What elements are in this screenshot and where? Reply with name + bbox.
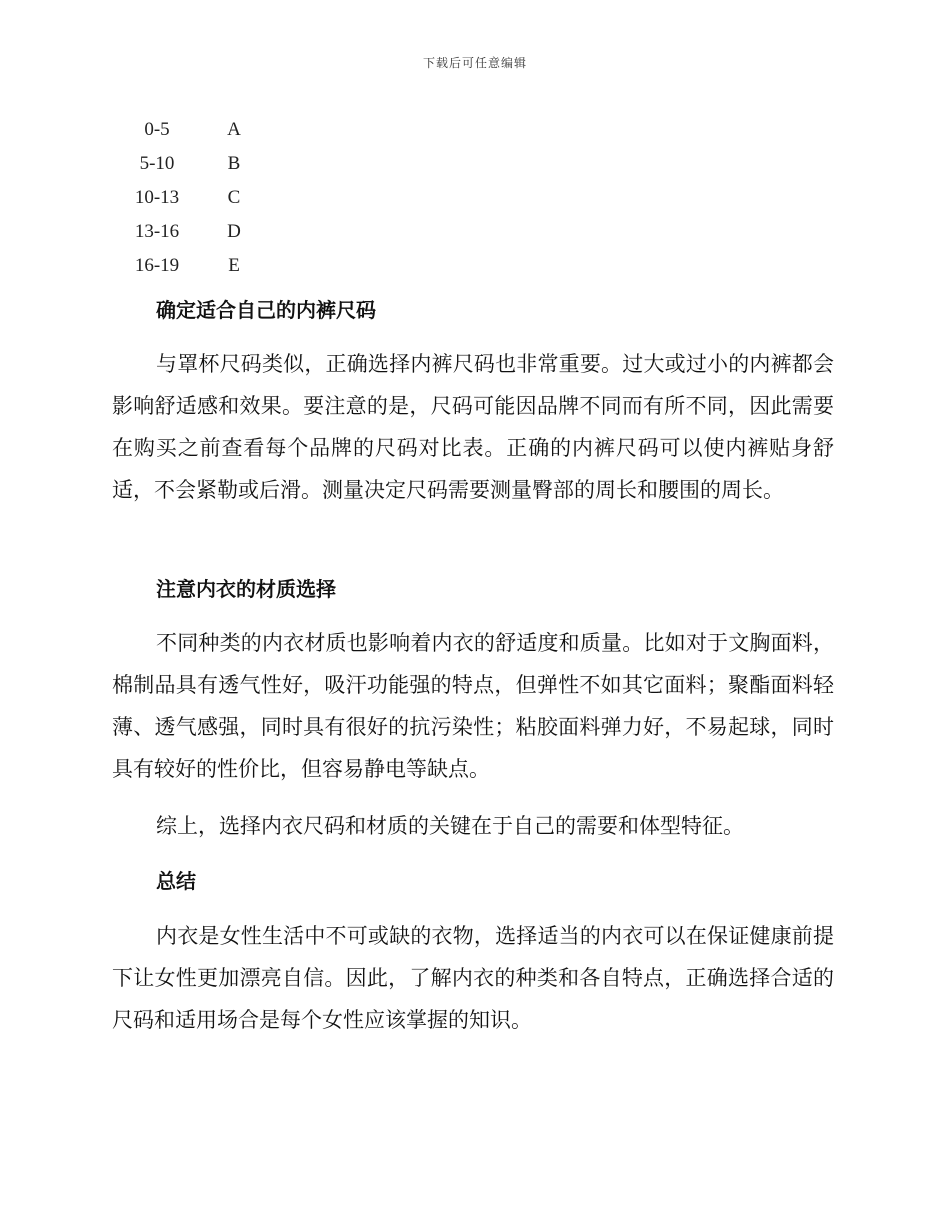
size-table-row [112, 218, 272, 252]
briefs-size-paragraph: 与罩杯尺码类似，正确选择内裤尺码也非常重要。过大或过小的内裤都会影响舒适感和效果。要注意的是，尺码可能因品牌不同而有所不同，因此需要在购买之前查看每个品牌的尺码对比表。正确的内裤尺码可以使内裤贴身舒适，不会紧勒或后滑。测量决定尺码需要测量臀部的周长和腰围的周长。 [112, 352, 834, 502]
page-header: 下载后可任意编辑 [422, 56, 527, 70]
summary-heading: 总结 [156, 869, 196, 893]
size-grade: B [227, 153, 241, 174]
size-grade: A [227, 119, 241, 140]
size-table-row [112, 184, 272, 218]
size-range: 16-19 [134, 255, 180, 276]
size-range: 0-5 [144, 119, 170, 140]
size-table-row [112, 116, 272, 150]
size-table-row [112, 252, 272, 286]
summary-paragraph: 内衣是女性生活中不可或缺的衣物，选择适当的内衣可以在保证健康前提下让女性更加漂亮自信。因此，了解内衣的种类和各自特点，正确选择合适的尺码和适用场合是每个女性应该掌握的知识。 [112, 924, 834, 1032]
size-range: 10-13 [134, 187, 180, 208]
size-grade: D [227, 221, 241, 242]
size-table [112, 116, 272, 286]
size-table-row [112, 150, 272, 184]
size-grade: C [227, 187, 241, 208]
material-paragraph: 不同种类的内衣材质也影响着内衣的舒适度和质量。比如对于文胸面料，棉制品具有透气性好，吸汗功能强的特点，但弹性不如其它面料；聚酯面料轻薄、透气感强，同时具有很好的抗污染性；粘胶面料弹力好，不易起球，同时具有较好的性价比，但容易静电等缺点。 [112, 631, 834, 781]
size-grade: E [228, 255, 240, 276]
size-range: 5-10 [139, 153, 175, 174]
material-summary-paragraph: 综上，选择内衣尺码和材质的关键在于自己的需要和体型特征。 [156, 814, 744, 838]
material-heading: 注意内衣的材质选择 [156, 577, 336, 601]
size-range: 13-16 [134, 221, 180, 242]
briefs-size-heading: 确定适合自己的内裤尺码 [156, 298, 376, 322]
